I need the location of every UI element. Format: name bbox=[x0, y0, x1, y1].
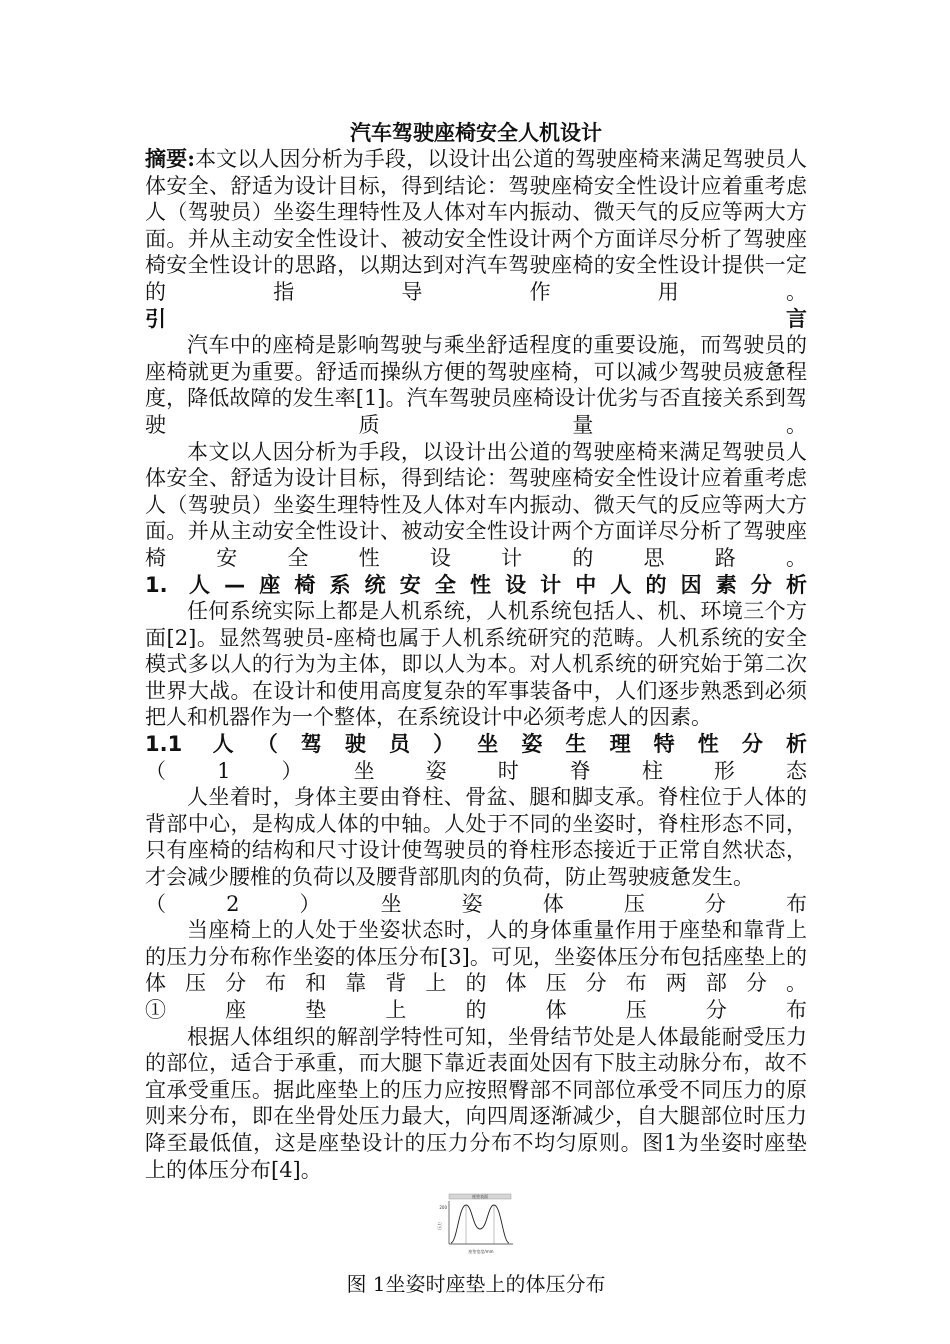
intro-paragraph-2: 本文以人因分析为手段，以设计出公道的驾驶座椅来满足驾驶员人体安全、舒适为设计目标，得到结论：驾驶座椅安全性设计应着重考虑人（驾驶员）坐姿生理特性及人体对车内振动、微天气的反应等两大方面。并从主动安全性设计、被动安全性设计两个方面详尽分析了驾驶座椅安全性设计的思路。 bbox=[145, 439, 807, 570]
document-title: 汽车驾驶座椅安全人机设计 bbox=[350, 121, 602, 145]
intro-paragraph-1: 汽车中的座椅是影响驾驶与乘坐舒适程度的重要设施，而驾驶员的座椅就更为重要。舒适而操纵方便的驾驶座椅，可以减少驾驶员疲惫程度，降低故障的发生率[1]。汽车驾驶员座椅设计优劣与否直接关系到驾驶质量。 bbox=[145, 333, 807, 437]
section-1-paragraph: 任何系统实际上都是人机系统，人机系统包括人、机、环境三个方面[2]。显然驾驶员-座椅也属于人机系统研究的范畴。人机系统的安全模式多以人的行为为主体，即以人为本。对人机系统的研究始于第二次世界大战。在设计和使用高度复杂的军事装备中，人们逐步熟悉到必须把人和机器作为一个整体，在系统设计中必须考虑人的因素。 bbox=[145, 599, 807, 730]
subsection-1-heading: （1）坐姿时脊柱形态 bbox=[145, 758, 807, 783]
subsection-1-paragraph: 人坐着时，身体主要由脊柱、骨盆、腿和脚支承。脊柱位于人体的背部中心，是构成人体的中轴。人处于不同的坐姿时，脊柱形态不同，只有座椅的结构和尺寸设计使驾驶员的脊柱形态接近于正常自然状态，才会减少腰椎的负荷以及腰背部肌肉的负荷，防止驾驶疲惫发生。 bbox=[145, 785, 807, 890]
pressure-distribution-plot bbox=[435, 1193, 517, 1255]
subsection-2a-paragraph: 根据人体组织的解剖学特性可知，坐骨结节处是人体最能耐受压力的部位，适合于承重，而大腿下靠近表面处因有下肢主动脉分布，故不宜承受重压。据此座垫上的压力应按照臀部不同部位承受不同压力的原则来分布，即在坐骨处压力最大，向四周逐渐减少，自大腿部位时压力降至最低值，这是座垫设计的压力分布不均匀原则。图1为坐姿时座垫上的体压分布[4]。 bbox=[145, 1024, 807, 1182]
pressure-figure bbox=[145, 1193, 807, 1255]
abstract-paragraph bbox=[145, 146, 807, 306]
x-axis-label: 座垫宽度/mm bbox=[468, 1249, 494, 1255]
subsection-2-paragraph: 当座椅上的人处于坐姿状态时，人的身体重量作用于座垫和靠背上的压力分布称作坐姿的体压分布[3]。可见，坐姿体压分布包括座垫上的体压分布和靠背上的体压分布两部分。 bbox=[145, 918, 807, 996]
subsection-2a-heading: ①座垫上的体压分布 bbox=[145, 998, 807, 1022]
y-tick-label: 200 bbox=[439, 1205, 447, 1211]
figure-caption: 图 1坐姿时座垫上的体压分布 bbox=[346, 1272, 606, 1297]
pressure-curve bbox=[451, 1205, 509, 1243]
section-1-heading: 1. 人—座椅系统安全性设计中人的因素分析 bbox=[145, 572, 807, 597]
intro-heading: 引言 bbox=[145, 306, 807, 331]
subsection-2-heading: （2）坐姿体压分布 bbox=[145, 891, 807, 916]
y-axis-label: 压力 bbox=[437, 1222, 442, 1231]
abstract-label: 摘要: bbox=[145, 146, 195, 171]
seat-surface-label: 座垫表面 bbox=[472, 1194, 488, 1200]
section-1-1-heading: 1.1 人（驾驶员）坐姿生理特性分析 bbox=[145, 732, 807, 757]
document-page bbox=[145, 120, 807, 1297]
abstract-text: 本文以人因分析为手段，以设计出公道的驾驶座椅来满足驾驶员人体安全、舒适为设计目标，得到结论：驾驶座椅安全性设计应着重考虑人（驾驶员）坐姿生理特性及人体对车内振动、微天气的反应等两大方面。并从主动安全性设计、被动安全性设计两个方面详尽分析了驾驶座椅安全性设计的思路，以期达到对汽车驾驶座椅的安全性设计提供一定的指导作用。 bbox=[145, 147, 807, 304]
